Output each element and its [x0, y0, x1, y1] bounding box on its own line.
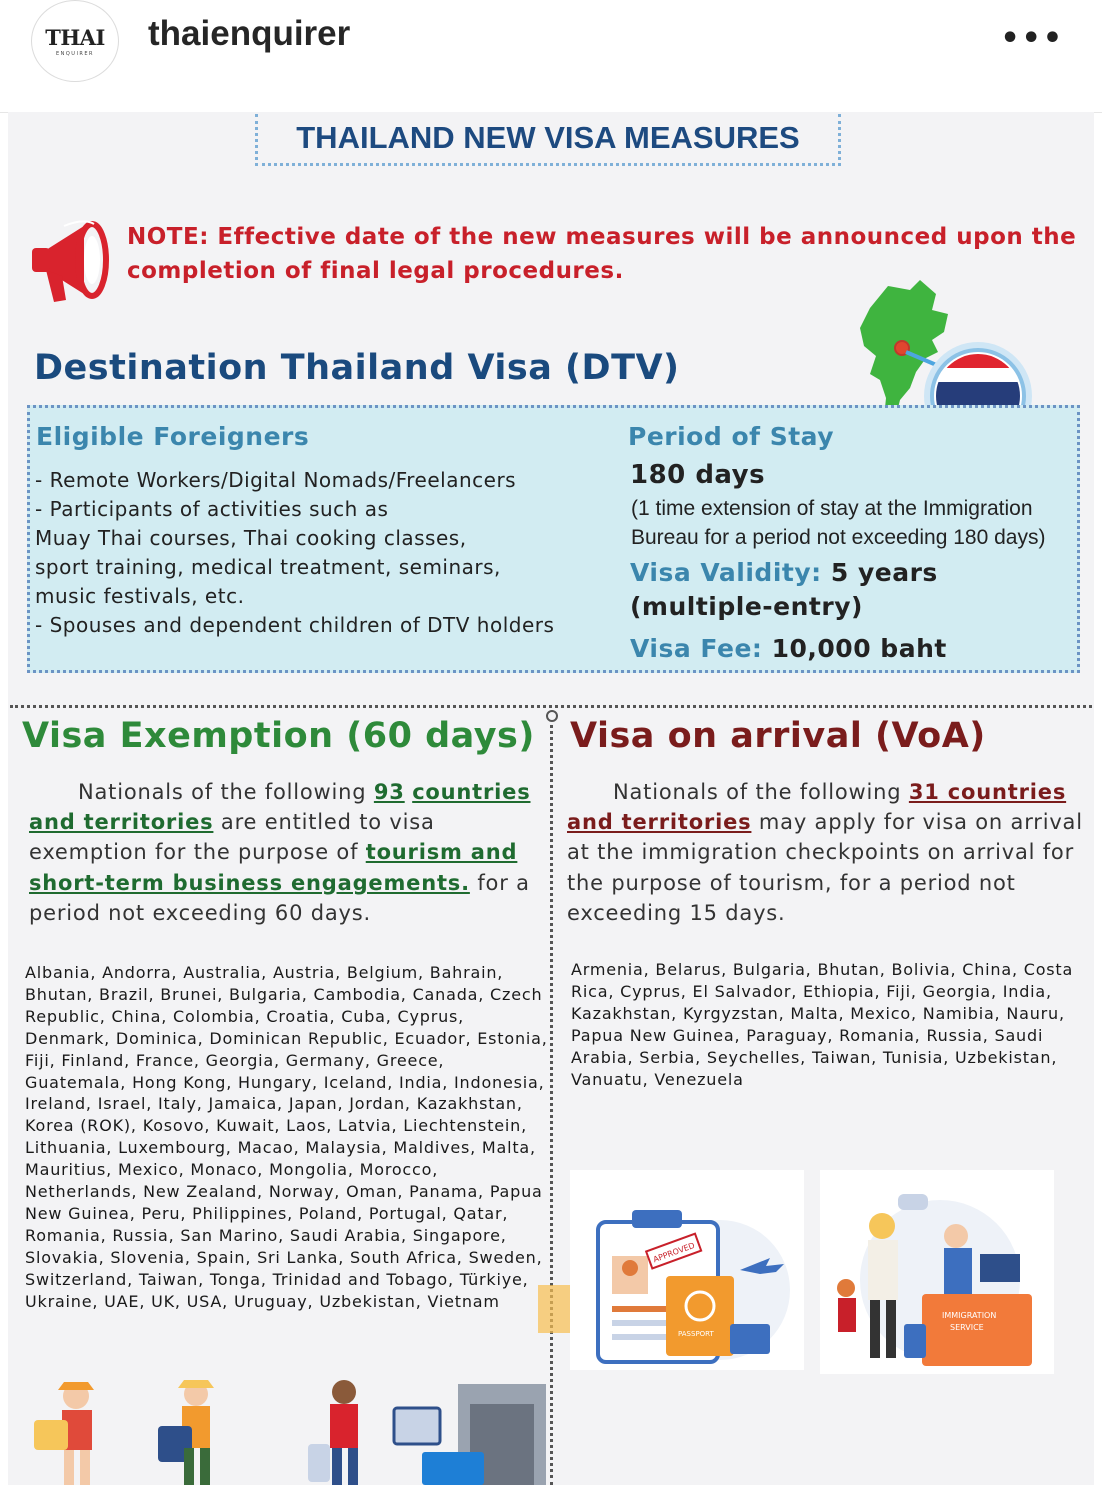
ve-country-count: 93 — [373, 780, 405, 804]
ve-purpose: tourism and short-term business engagements. — [29, 840, 518, 895]
poster-title-box — [255, 114, 841, 166]
xray-scanner — [394, 1384, 546, 1485]
travellers-illustration — [18, 1374, 548, 1485]
ve-text: Nationals of the following — [78, 780, 374, 804]
avatar-logo: THAI — [45, 25, 105, 50]
desk-label: IMMIGRATION — [942, 1311, 997, 1320]
visa-exemption-country-list: Albania, Andorra, Australia, Austria, Belgium, Bahrain, Bhutan, Brazil, Brunei, Bulgaria, Cambodia, Canada, Czech Republic, China, Colombia, Croatia, Cuba, Cyprus, Denmark, Dominica, Dominican Republic, Ecuador, Estonia, Fiji, Finland, France, Georgia, Germany, Greece, Guatemala, Hong Kong, Hungary, Iceland, India, Indonesia, Ireland, Israel, Italy, Jamaica, Japan, Jordan, Kazakhstan, Korea (ROK), Kosovo, Kuwait, Laos, Latvia, Liechtenstein, Lithuania, Luxembourg, Macao, Malaysia, Maldives, Malta, Mauritius, Mexico, Monaco, Mongolia, Morocco, Netherlands, New Zealand, Norway, Oman, Panama, Papua New Guinea, Peru, Philippines, Poland, Portugal, Qatar, Romania, Russia, San Marino, Saudi Arabia, Singapore, Slovakia, Slovenia, Spain, Sri Lanka, South Africa, Sweden, Switzerland, Taiwan, Tonga, Trinidad and Tobago, Türkiye, Ukraine, UAE, UK, USA, Uruguay, Uzbekistan, Vietnam — [25, 963, 548, 1311]
approved-stamp: APPROVED — [651, 1240, 696, 1265]
voa-text: may apply for visa on arrival at the immigration checkpoints on arrival for the purpose of tourism, for a period not exceeding 15 days. — [567, 810, 1083, 925]
period-of-stay-note — [631, 494, 1045, 552]
visa-fee-value: 10,000 baht — [771, 634, 947, 663]
visa-validity-entry: (multiple-entry) — [630, 592, 863, 621]
traveller-2 — [158, 1380, 214, 1485]
visa-fee — [630, 634, 947, 663]
list-item: sport training, medical treatment, seminars, — [35, 555, 501, 579]
instagram-post-header — [0, 0, 1102, 113]
voa-text: Nationals of the following — [613, 780, 909, 804]
announcement-note: NOTE: Effective date of the new measures will be announced upon the completion of final legal procedures. — [127, 224, 1077, 284]
dtv-details-box — [27, 405, 1080, 673]
passport-label: PASSPORT — [678, 1330, 714, 1338]
list-item: Muay Thai courses, Thai cooking classes, — [35, 526, 467, 550]
eligible-foreigners-list — [35, 466, 605, 640]
ve-text: for a period not exceeding 60 days. — [29, 870, 530, 925]
avatar[interactable] — [31, 0, 119, 82]
visa-exemption-description — [29, 777, 544, 928]
page-title: THAILAND NEW VISA MEASURES — [296, 120, 800, 155]
dtv-heading: Destination Thailand Visa (DTV) — [34, 348, 680, 388]
divider-dot — [546, 710, 558, 722]
eligible-foreigners-heading: Eligible Foreigners — [36, 422, 310, 451]
avatar-logo-sub: ENQUIRER — [55, 51, 95, 57]
traveller-3 — [308, 1380, 358, 1485]
visa-validity-value: 5 years — [830, 558, 938, 587]
visa-fee-label: Visa Fee: — [630, 634, 763, 663]
immigration-desk-illustration — [820, 1170, 1054, 1374]
desk-label: SERVICE — [950, 1323, 984, 1332]
ve-text: are entitled to visa exemption for the purpose of — [29, 810, 435, 865]
visa-infographic — [8, 112, 1094, 1485]
list-item: music festivals, etc. — [35, 584, 245, 608]
period-note-line: (1 time extension of stay at the Immigration — [631, 497, 1033, 520]
ve-country-count-label: countries and territories — [29, 780, 531, 835]
visa-exemption-heading: Visa Exemption (60 days) — [22, 716, 535, 756]
visa-validity-label: Visa Validity: — [630, 558, 822, 587]
section-divider — [10, 705, 1092, 708]
visa-on-arrival-description — [567, 777, 1092, 928]
username-link[interactable]: thaienquirer — [148, 14, 351, 53]
period-of-stay-heading: Period of Stay — [628, 422, 835, 451]
visa-on-arrival-heading: Visa on arrival (VoA) — [570, 716, 986, 756]
visa-validity — [630, 556, 938, 624]
column-divider — [550, 718, 553, 1485]
more-options-icon[interactable]: ••• — [1000, 21, 1064, 56]
passport-illustration — [570, 1170, 804, 1370]
visa-on-arrival-country-list: Armenia, Belarus, Bulgaria, Bhutan, Bolivia, China, Costa Rica, Cyprus, El Salvador, Ethiopia, Fiji, Georgia, India, Kazakhstan, Kyrgyzstan, Malta, Mexico, Namibia, Nauru, Papua New Guinea, Paraguay, Romania, Russia, Saudi Arabia, Serbia, Seychelles, Taiwan, Tunisia, Uzbekistan, Vanuatu, Venezuela — [571, 960, 1074, 1089]
list-item: - Participants of activities such as — [35, 497, 389, 521]
voa-country-count: 31 countries and territories — [567, 780, 1067, 835]
traveller-1 — [34, 1382, 94, 1485]
list-item: - Spouses and dependent children of DTV holders — [35, 613, 555, 637]
period-of-stay-value: 180 days — [630, 460, 766, 490]
list-item: - Remote Workers/Digital Nomads/Freelancers — [35, 468, 517, 492]
period-note-line: Bureau for a period not exceeding 180 days) — [631, 526, 1046, 549]
megaphone-icon — [24, 212, 124, 307]
